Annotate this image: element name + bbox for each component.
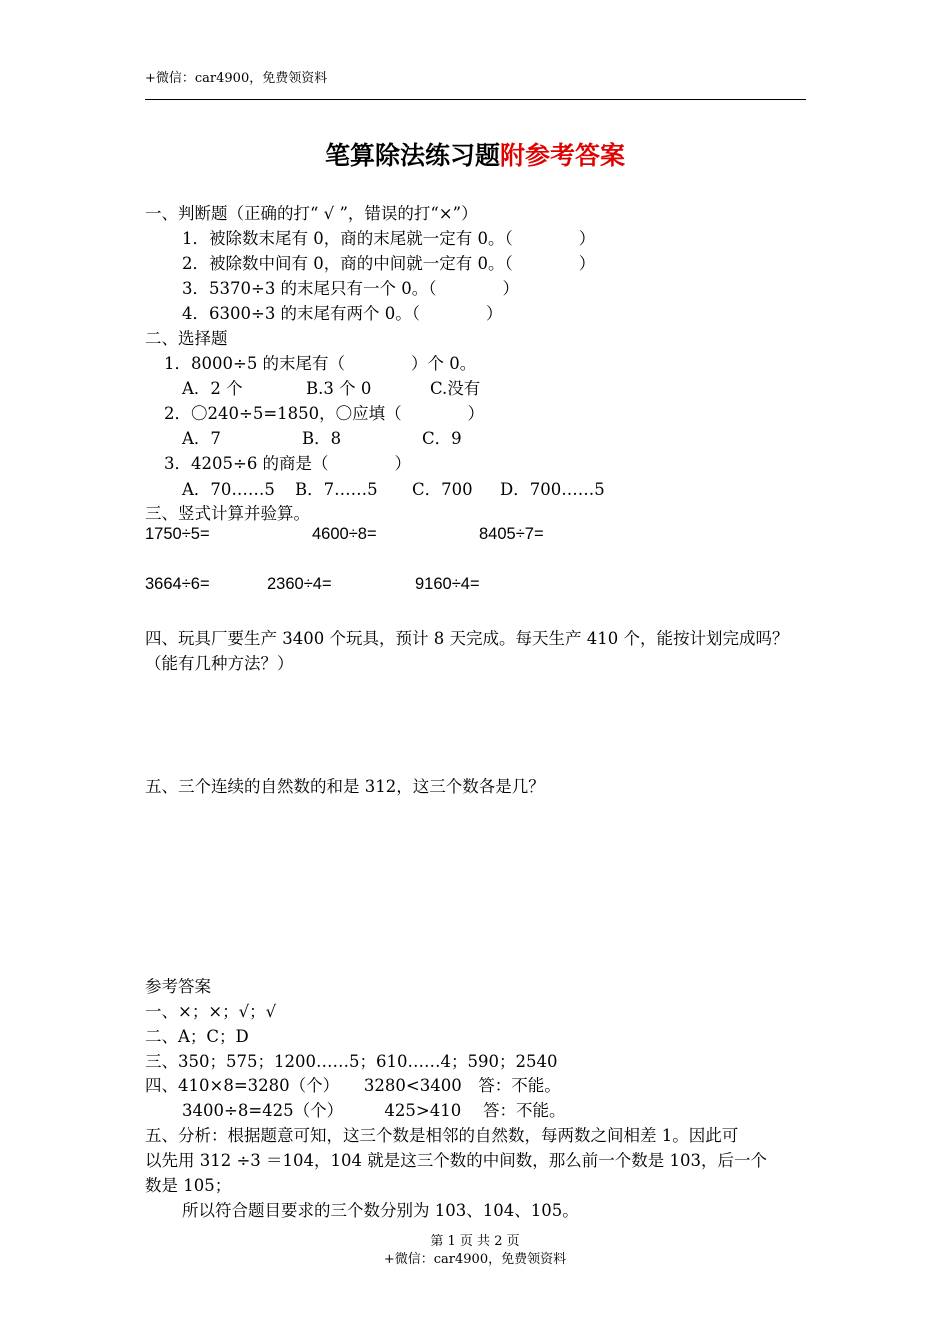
judge-item-4: 4．6300÷3 的末尾有两个 0。（ ） (182, 304, 503, 323)
answer-5-line-2: 以先用 312 ÷3 ＝104，104 就是这三个数的中间数，那么前一个数是 103，后一个 (145, 1151, 768, 1170)
header-divider (145, 99, 806, 100)
calc-4: 3664÷6= (145, 575, 210, 593)
calc-2: 4600÷8= (312, 525, 377, 543)
page-number: 第 1 页 共 2 页 (430, 1234, 520, 1249)
section2-heading: 二、选择题 (145, 329, 228, 348)
answer-4-line-2: 3400÷8=425（个） 425>410 答：不能。 (182, 1101, 566, 1120)
section5-question: 五、三个连续的自然数的和是 312，这三个数各是几？ (145, 777, 545, 796)
footer-text: +微信：car4900，免费领资料 (383, 1252, 567, 1267)
title-main: 笔算除法练习题 (324, 141, 500, 170)
choice-q2-option-c: C．9 (422, 429, 462, 448)
choice-q3-option-b: B．7……5 (295, 480, 378, 499)
answers-heading: 参考答案 (145, 977, 211, 996)
choice-question-2: 2．〇240÷5=1850，〇应填（ ） (164, 404, 485, 423)
choice-q1-option-a: A．2 个 (182, 379, 243, 398)
calc-6: 9160÷4= (415, 575, 480, 593)
page-title (0, 136, 950, 172)
calc-1: 1750÷5= (145, 525, 210, 543)
choice-q2-option-a: A．7 (182, 429, 221, 448)
calc-3: 8405÷7= (479, 525, 544, 543)
section4-note: （能有几种方法？） (145, 654, 294, 673)
section3-heading: 三、竖式计算并验算。 (145, 504, 310, 523)
choice-question-1: 1．8000÷5 的末尾有（ ）个 0。 (164, 354, 477, 373)
judge-item-1: 1．被除数末尾有 0，商的末尾就一定有 0。（ ） (182, 229, 596, 248)
choice-q1-option-b: B.3 个 0 (306, 379, 372, 398)
answer-5-line-1: 五、分析：根据题意可知，这三个数是相邻的自然数，每两数之间相差 1。因此可 (145, 1126, 739, 1145)
judge-item-3: 3．5370÷3 的末尾只有一个 0。（ ） (182, 279, 520, 298)
answer-5-line-3: 数是 105； (145, 1176, 232, 1195)
choice-q3-option-c: C．700 (412, 480, 473, 499)
title-answer-note: 附参考答案 (500, 141, 626, 170)
choice-q2-option-b: B．8 (302, 429, 342, 448)
section4-question: 四、玩具厂要生产 3400 个玩具，预计 8 天完成。每天生产 410 个，能按计划完成吗？ (145, 629, 789, 648)
section1-heading: 一、判断题（正确的打“ √ ”，错误的打“×”） (145, 204, 478, 223)
answer-5-line-4: 所以符合题目要求的三个数分别为 103、104、105。 (182, 1201, 579, 1220)
calc-5: 2360÷4= (267, 575, 332, 593)
header-text: +微信：car4900，免费领资料 (145, 71, 328, 86)
choice-q1-option-c: C.没有 (430, 379, 481, 398)
answer-1: 一、×；×；√；√ (145, 1002, 277, 1021)
choice-q3-option-d: D．700……5 (500, 480, 605, 499)
answer-2: 二、A；C；D (145, 1027, 249, 1046)
choice-q3-option-a: A．70……5 (182, 480, 275, 499)
choice-question-3: 3．4205÷6 的商是（ ） (164, 454, 412, 473)
judge-item-2: 2．被除数中间有 0，商的中间就一定有 0。（ ） (182, 254, 596, 273)
answer-4-line-1: 四、410×8=3280（个） 3280<3400 答：不能。 (145, 1076, 561, 1095)
answer-3: 三、350；575；1200……5；610……4；590；2540 (145, 1052, 558, 1071)
